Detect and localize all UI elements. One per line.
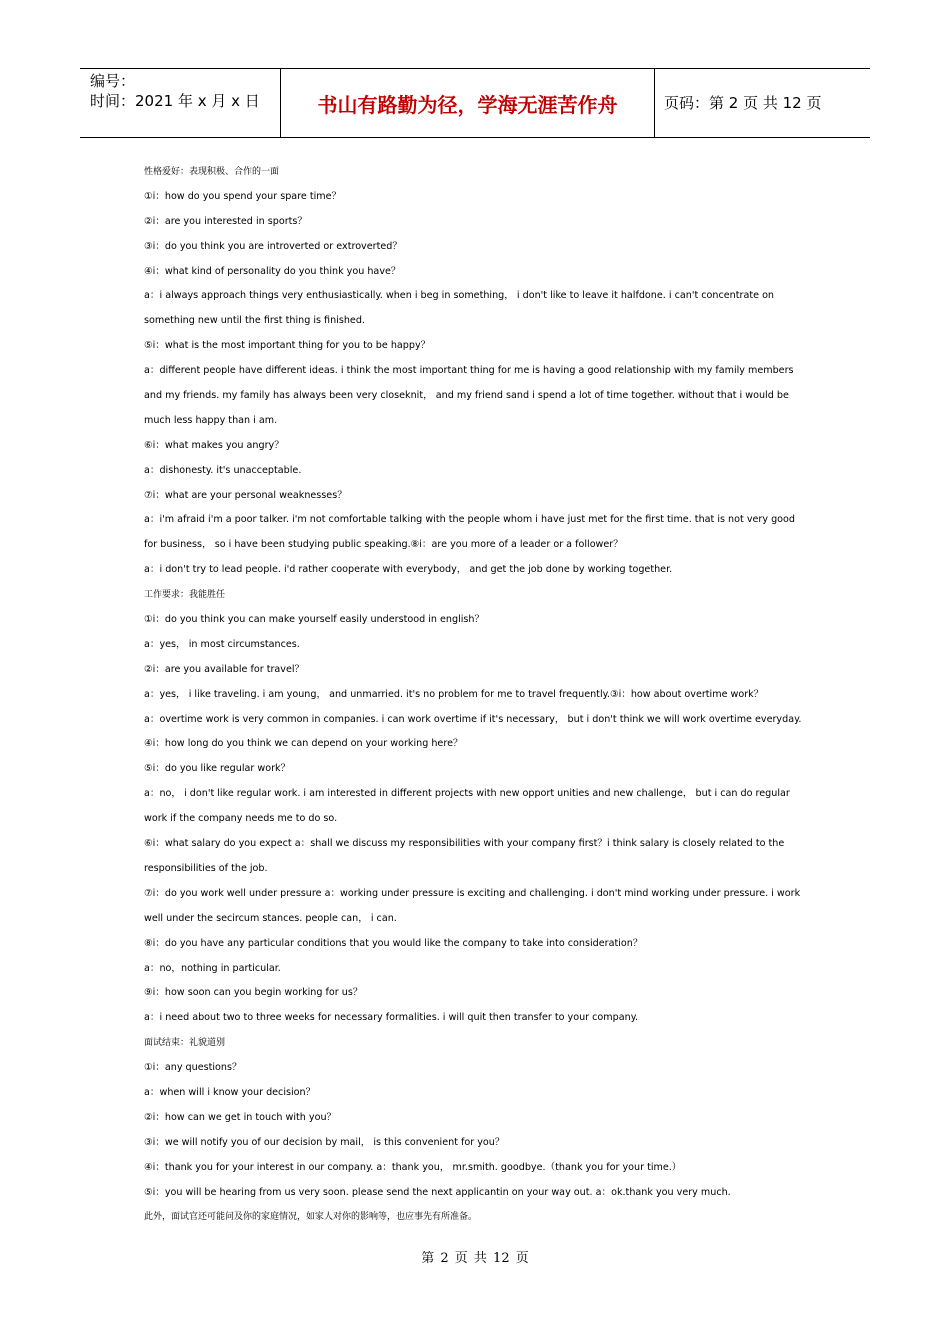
text-line: a：yes， in most circumstances. (144, 638, 300, 650)
text-line: a：different people have different ideas. i think the most important thing for me is having a good relationship with my family members (144, 365, 794, 377)
text-line: ①i：how do you spend your spare time？ (144, 190, 342, 202)
text-line: ⑥i：what makes you angry？ (144, 439, 284, 451)
motto-text: 书山有路勤为径，学海无涯苦作舟 (317, 93, 618, 117)
document-body (144, 160, 824, 1230)
text-line: ③i：do you think you are introverted or extroverted？ (144, 240, 402, 252)
text-line: ⑤i：do you like regular work？ (144, 763, 291, 775)
header-page-number: 页码：第 2 页 共 12 页 (664, 94, 822, 112)
text-line: ⑤i：what is the most important thing for you to be happy？ (144, 340, 431, 352)
text-line: ②i：are you interested in sports？ (144, 215, 307, 227)
section-heading: 性格爱好：表现积极、合作的一面 (144, 167, 280, 177)
document-number-label: 编号： (90, 72, 136, 90)
text-line: a：i always approach things very enthusiastically. when i beg in something， i don't like to leave it halfdone. i can't concentrate on (144, 290, 775, 302)
text-line: a：yes， i like traveling. i am young， and unmarried. it's no problem for me to travel frequently.③i：how about overtime work？ (144, 688, 764, 700)
text-line: a：overtime work is very common in companies. i can work overtime if it's necessary， but i don't think we will work overtime everyday. (144, 713, 802, 725)
text-line: ①i：do you think you can make yourself easily understood in english？ (144, 614, 485, 626)
header-page-cell (654, 69, 870, 137)
text-line: something new until the first thing is finished. (144, 315, 365, 327)
text-line: ②i：are you available for travel？ (144, 663, 305, 675)
page-header (80, 68, 870, 138)
text-line: ④i：how long do you think we can depend on your working here？ (144, 738, 463, 750)
header-info-cell (80, 69, 280, 137)
text-line: a：i need about two to three weeks for necessary formalities. i will quit then transfer to your company. (144, 1012, 639, 1024)
section-heading: 面试结束：礼貌道别 (144, 1038, 226, 1049)
text-line: much less happy than i am. (144, 414, 278, 426)
text-line: work if the company needs me to do so. (144, 813, 338, 825)
text-line: a：no，nothing in particular. (144, 962, 281, 974)
text-line: ①i：any questions？ (144, 1062, 242, 1074)
text-line: ⑥i：what salary do you expect a：shall we discuss my responsibilities with your company first？i think salary is closely related to the (144, 838, 785, 850)
text-line: and my friends. my family has always been very closeknit， and my friend sand i spend a lot of time together. without that i would be (144, 390, 789, 402)
text-line: a：i'm afraid i'm a poor talker. i'm not comfortable talking with the people whom i have just met for the first time. that is not very good (144, 514, 795, 526)
page-footer: 第 2 页 共 12 页 (421, 1251, 529, 1266)
text-line: for business， so i have been studying public speaking.⑧i：are you more of a leader or a follower？ (144, 539, 623, 551)
text-line: ③i：we will notify you of our decision by mail， is this convenient for you？ (144, 1136, 505, 1148)
text-line: ⑧i：do you have any particular conditions that you would like the company to take into consideration？ (144, 937, 643, 949)
section-heading: 此外，面试官还可能问及你的家庭情况，如家人对你的影响等，也应事先有所准备。 (144, 1212, 478, 1223)
text-line: ⑦i：do you work well under pressure a：working under pressure is exciting and challenging. i don't mind working under pressure. i work (144, 887, 801, 899)
text-line: ⑦i：what are your personal weaknesses？ (144, 489, 347, 501)
text-line: ⑨i：how soon can you begin working for us？ (144, 987, 363, 999)
text-line: a：no， i don't like regular work. i am interested in different projects with new opport unities and new challenge， but i can do regular (144, 788, 790, 800)
text-line: ④i：thank you for your interest in our company. a：thank you， mr.smith. goodbye.（thank you for your time.） (144, 1161, 682, 1173)
text-line: a：dishonesty. it's unacceptable. (144, 464, 302, 476)
section-heading: 工作要求：我能胜任 (144, 590, 226, 601)
text-line: a：when will i know your decision？ (144, 1086, 316, 1098)
text-line: well under the secircum stances. people can， i can. (144, 912, 397, 924)
text-line: ④i：what kind of personality do you think you have？ (144, 265, 401, 277)
text-line: ⑤i：you will be hearing from us very soon. please send the next applicantin on your way out. a：ok.thank you very much. (144, 1186, 731, 1198)
document-date: 时间：2021 年 x 月 x 日 (90, 92, 260, 110)
text-line: ②i：how can we get in touch with you？ (144, 1111, 337, 1123)
header-motto-cell (280, 69, 655, 137)
text-line: responsibilities of the job. (144, 862, 268, 874)
text-line: a：i don't try to lead people. i'd rather cooperate with everybody， and get the job done by working together. (144, 564, 673, 576)
